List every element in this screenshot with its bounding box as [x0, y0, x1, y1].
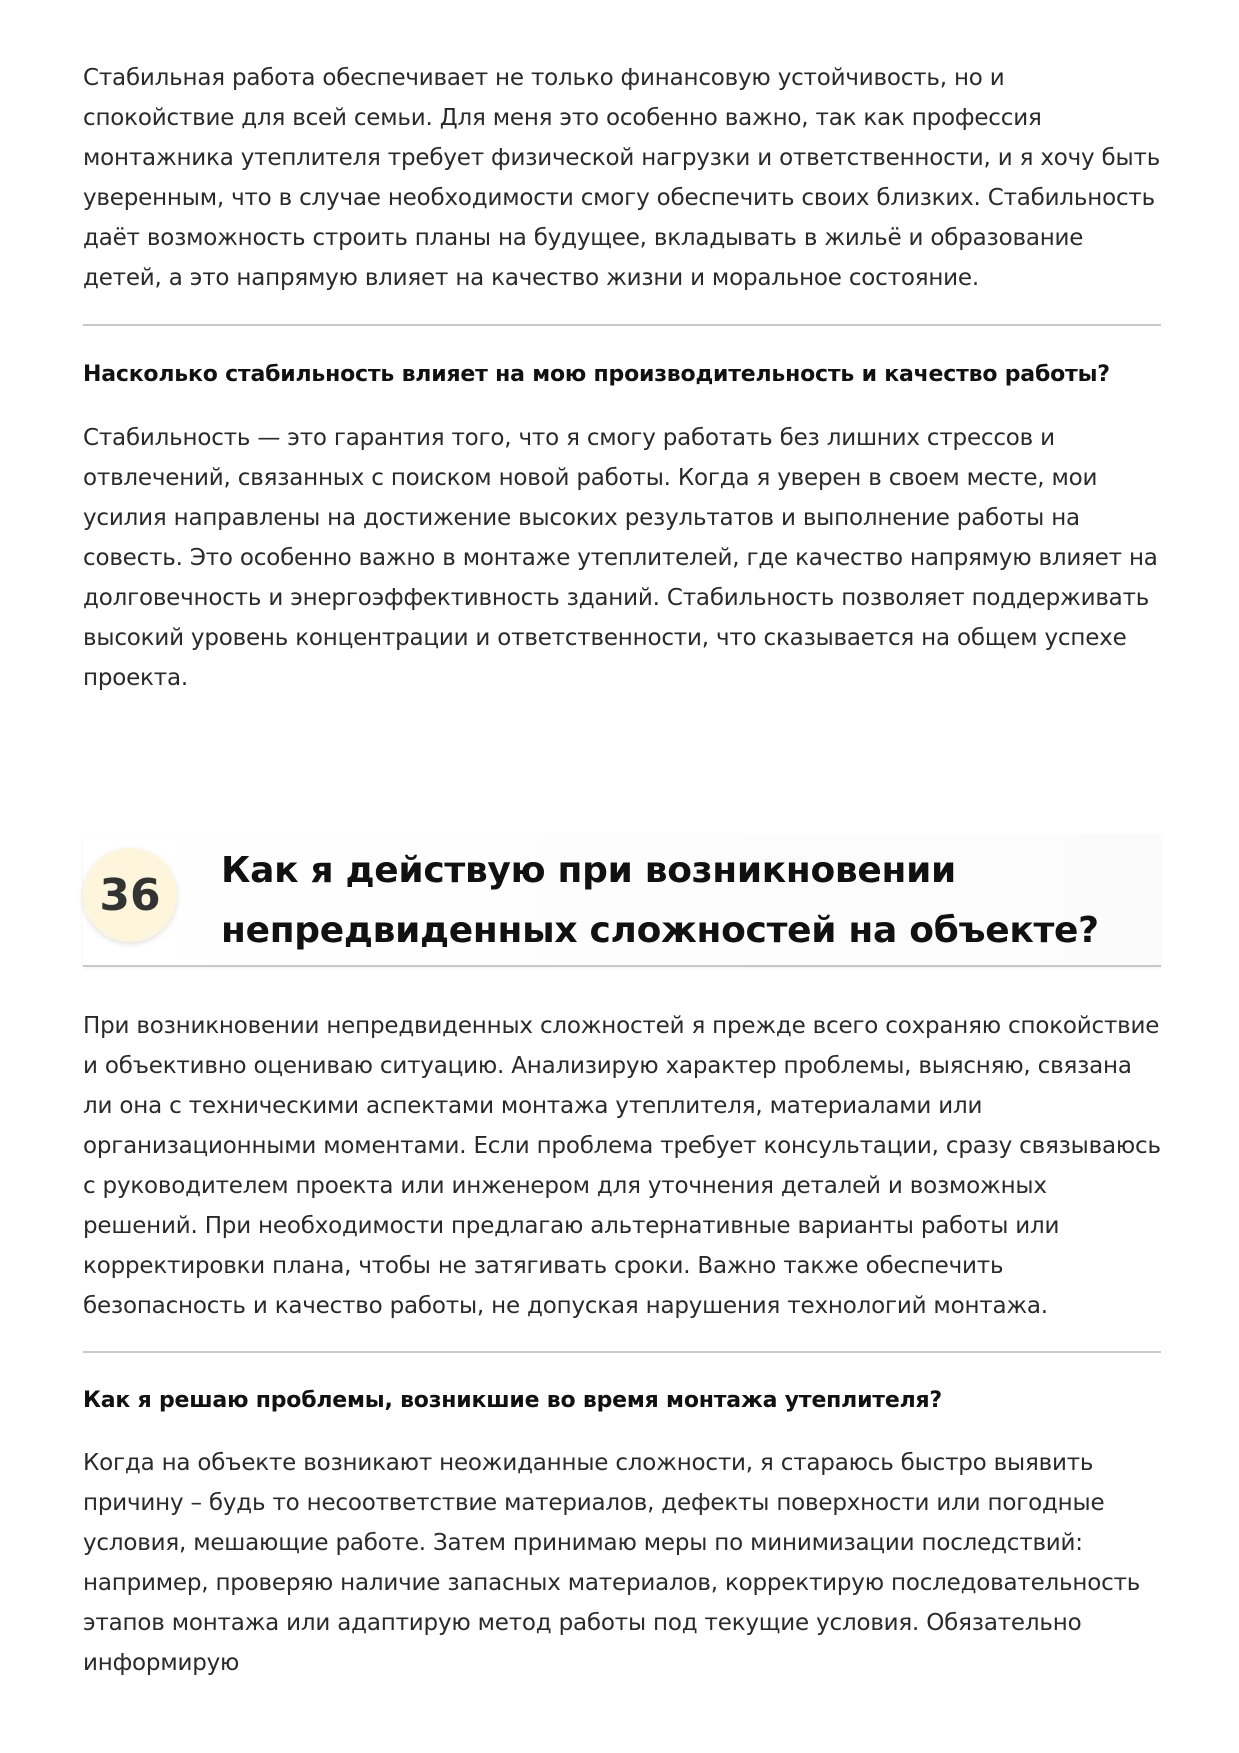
section-title [221, 841, 1099, 961]
section-paragraph: При возникновении непредвиденных сложностей я прежде всего сохраняю спокойствие и объективно оцениваю ситуацию. Анализирую характер проблемы, выясняю, связана ли она с техническими аспектами монтажа утеплителя, материалами или организационными моментами. Если проблема требует консультации, сразу связываюсь с руководителем проекта или инженером для уточнения деталей и возможных решений. При необходимости предлагаю альтернативные варианты работы или корректировки плана, чтобы не затягивать сроки. Важно также обеспечить безопасность и качество работы, не допуская нарушения технологий монтажа. [83, 1013, 1161, 1319]
divider [83, 1351, 1161, 1353]
divider [83, 324, 1161, 326]
section-header [83, 835, 1161, 967]
section-title-line-2: непредвиденных сложностей на объекте? [221, 910, 1099, 951]
intro-paragraph: Стабильная работа обеспечивает не только финансовую устойчивость, но и спокойствие для всей семьи. Для меня это особенно важно, так как профессия монтажника утеплителя требует физической нагрузки и ответственности, и я хочу быть уверенным, что в случае необходимости смогу обеспечить своих близких. Стабильность даёт возможность строить планы на будущее, вкладывать в жильё и образование детей, а это напрямую влияет на качество жизни и моральное состояние. [83, 65, 1161, 291]
answer-paragraph: Стабильность — это гарантия того, что я смогу работать без лишних стрессов и отвлечений, связанных с поиском новой работы. Когда я уверен в своем месте, мои усилия направлены на достижение высоких результатов и выполнение работы на совесть. Это особенно важно в монтаже утеплителей, где качество напрямую влияет на долговечность и энергоэффективность зданий. Стабильность позволяет поддерживать высокий уровень концентрации и ответственности, что сказывается на общем успехе проекта. [83, 425, 1158, 691]
subquestion-heading: Как я решаю проблемы, возникшие во время монтажа утеплителя? [83, 1388, 942, 1413]
section-title-line-1: Как я действую при возникновении [221, 850, 956, 891]
section-number-badge: 36 [83, 848, 177, 942]
subquestion-heading: Насколько стабильность влияет на мою производительность и качество работы? [83, 362, 1110, 387]
answer-paragraph: Когда на объекте возникают неожиданные сложности, я стараюсь быстро выявить причину – будь то несоответствие материалов, дефекты поверхности или погодные условия, мешающие работе. Затем принимаю меры по минимизации последствий: например, проверяю наличие запасных материалов, корректирую последовательность этапов монтажа или адаптирую метод работы под текущие условия. Обязательно информирую [83, 1450, 1141, 1676]
